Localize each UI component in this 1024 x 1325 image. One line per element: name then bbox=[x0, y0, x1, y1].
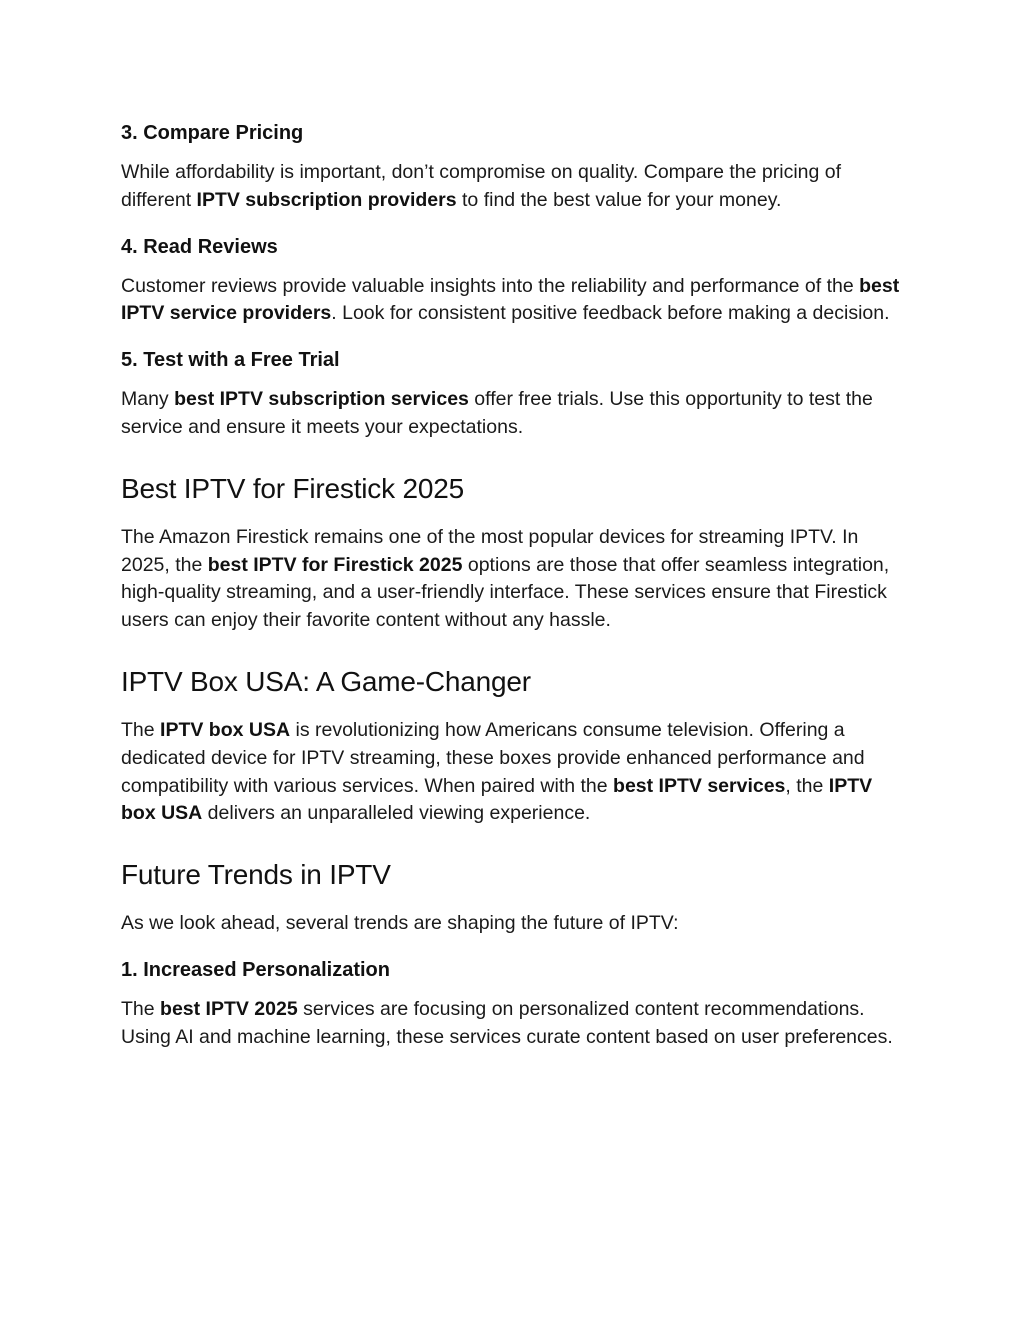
heading-free-trial: 5. Test with a Free Trial bbox=[121, 349, 340, 372]
heading-read-reviews: 4. Read Reviews bbox=[121, 235, 278, 258]
paragraph-personalization: The best IPTV 2025 services are focusing on personalized content recommendations. Using AI and machine learning, these services curate content based on user preferences. bbox=[121, 997, 893, 1048]
bold-term: best IPTV services bbox=[613, 774, 786, 797]
bold-term: IPTV box USA bbox=[160, 718, 291, 741]
bold-term: IPTV box USA bbox=[121, 774, 873, 825]
bold-term: best IPTV service providers bbox=[121, 274, 900, 325]
heading-compare-pricing: 3. Compare Pricing bbox=[121, 122, 304, 144]
paragraph-iptv-box-usa: The IPTV box USA is revolutionizing how Americans consume television. Offering a dedicated device for IPTV streaming, these boxes provide enhanced performance and compatibility with various services. When paired with the best IPTV services, the IPTV box USA delivers an unparalleled viewing experience. bbox=[121, 718, 873, 825]
bold-term: best IPTV subscription services bbox=[174, 388, 469, 411]
bold-term: best IPTV 2025 bbox=[160, 997, 298, 1020]
heading-iptv-box-usa: IPTV Box USA: A Game-Changer bbox=[121, 665, 531, 697]
heading-firestick: Best IPTV for Firestick 2025 bbox=[121, 472, 464, 504]
heading-future-trends: Future Trends in IPTV bbox=[121, 859, 391, 891]
paragraph-future-trends-intro: As we look ahead, several trends are shaping the future of IPTV: bbox=[121, 912, 679, 935]
bold-term: IPTV subscription providers bbox=[196, 188, 457, 211]
paragraph-compare-pricing: While affordability is important, don’t compromise on quality. Compare the pricing of different IPTV subscription providers to find the best value for your money. bbox=[121, 161, 842, 211]
paragraph-free-trial: Many best IPTV subscription services offer free trials. Use this opportunity to test the service and ensure it meets your expectations. bbox=[121, 388, 873, 438]
document-page bbox=[121, 118, 901, 1052]
bold-term: best IPTV for Firestick 2025 bbox=[207, 553, 463, 576]
heading-personalization: 1. Increased Personalization bbox=[121, 958, 390, 981]
paragraph-firestick: The Amazon Firestick remains one of the most popular devices for streaming IPTV. In 2025, the best IPTV for Firestick 2025 options are those that offer seamless integration, high-quality streaming, and a user-friendly interface. These services ensure that Firestick users can enjoy their favorite content without any hassle. bbox=[121, 525, 890, 632]
paragraph-read-reviews: Customer reviews provide valuable insights into the reliability and performance of the best IPTV service providers. Look for consistent positive feedback before making a decision. bbox=[121, 274, 900, 325]
